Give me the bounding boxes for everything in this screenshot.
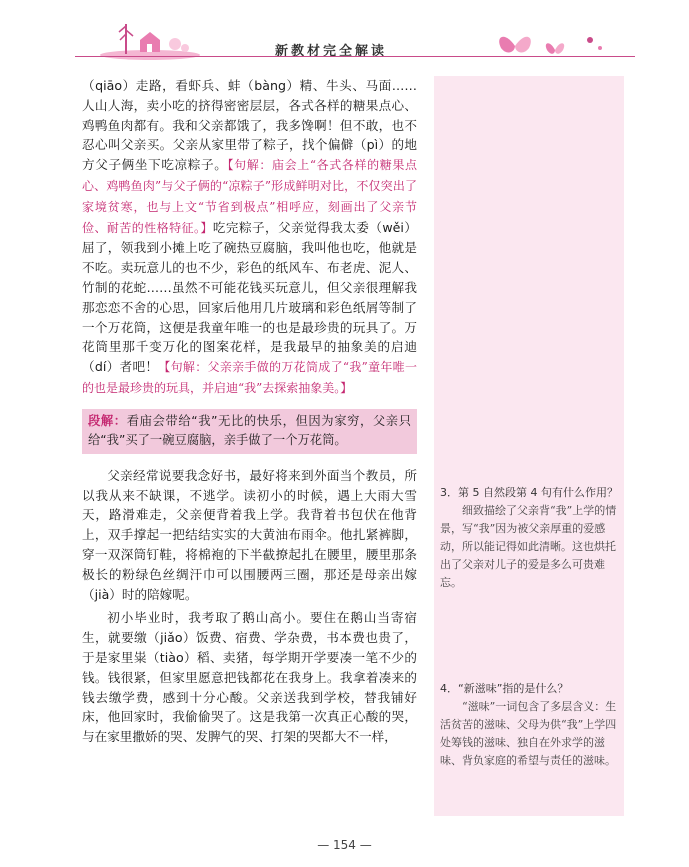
page-header <box>75 20 635 68</box>
main-text-column <box>82 76 417 747</box>
paragraph-summary-label: 段解： <box>88 413 127 428</box>
question-text: 4．“新滋味”指的是什么？ <box>440 682 569 695</box>
body-paragraph: 初小毕业时，我考取了鹅山高小。要住在鹅山当寄宿生，就要缴（jiǎo）饭费、宿费、学杂费，书本费也贵了，于是家里粜（tiào）稻、卖猪，每学期开学要凑一笔不少的钱。钱很紧，但家里愿意把钱都花在我身上。我拿着凑来的钱去缴学费，感到十分心酸。父亲送我到学校，替我铺好床，他回家时，我偷偷哭了。这是我第一次真正心酸的哭，与在家里撒娇的哭、发脾气的哭、打架的哭都大不一样， <box>82 610 417 745</box>
paragraph-summary-text: 看庙会带给“我”无比的快乐，但因为家穷，父亲只给“我”买了一碗豆腐脑，亲手做了一个万花筒。 <box>88 413 411 448</box>
body-paragraph: 父亲经常说要我念好书，最好将来到外面当个教员，所以我从来不缺课，不逃学。读初小的时候，遇上大雨大雪天，路滑难走，父亲便背着我上学。我背着书包伏在他背上，双手撑起一把结结实实的大黄油布雨伞。他扎紧裤脚，穿一双深筒钉鞋，将棉袍的下半截撩起扎在腰里，腰里那条极长的粉绿色丝绸汗巾可以围腰两三圈，那还是母亲出嫁（jià）时的陪嫁呢。 <box>82 467 417 602</box>
question-text: 3．第 5 自然段第 4 句有什么作用？ <box>440 486 618 499</box>
body-paragraph: （qiāo）走路，看虾兵、蚌（bàng）精、牛头、马面……人山人海，卖小吃的挤得密密层层，各式各样的糖果点心、鸡鸭鱼肉都有。我和父亲都饿了，我多馋啊！但不敢，也不忍心叫父亲买。父亲从家里带了粽子，找个偏僻（pì）的地方父子俩坐下吃凉粽子。【句解：庙会上“各式各样的糖果点心、鸡鸭鱼肉”与父子俩的“凉粽子”形成鲜明对比，不仅突出了家境贫寒，也与上文“节省到极点”相呼应，刻画出了父亲节俭、耐苦的性格特征。】吃完粽子，父亲觉得我太委（wěi）屈了，领我到小摊上吃了碗热豆腐脑，我叫他也吃，他就是不吃。卖玩意儿的也不少，彩色的纸风车、布老虎、泥人、竹制的花蛇……虽然不可能花钱买玩意儿，但父亲很理解我那恋恋不舍的心思，回家后他用几片玻璃和彩色纸屑等制了一个万花筒，这便是我童年唯一的也是最珍贵的玩具了。万花筒里那千变万化的图案花样，是我最早的抽象美的启迪（dí）者吧！【句解：父亲亲手做的万花筒成了“我”童年唯一的也是最珍贵的玩具，并启迪“我”去探索抽象美。】 <box>82 78 418 395</box>
house-tree-decoration-icon <box>95 22 205 60</box>
side-question-3 <box>440 484 618 592</box>
sentence-annotation: 【句解：父亲亲手做的万花筒成了“我”童年唯一的也是最珍贵的玩具，并启迪“我”去探索抽象美。】 <box>82 360 417 395</box>
page-number: — 154 — <box>317 838 372 852</box>
paragraph-summary-box <box>82 409 417 454</box>
header-rule <box>75 56 635 57</box>
answer-text: 细致描绘了父亲背“我”上学的情景，写“我”因为被父亲厚重的爱感动，所以能记得如此清晰。这也烘托出了父亲对儿子的爱是多么可贵难忘。 <box>440 504 617 589</box>
sentence-annotation: 【句解：庙会上“各式各样的糖果点心、鸡鸭鱼肉”与父子俩的“凉粽子”形成鲜明对比，不仅突出了家境贫寒，也与上文“节省到极点”相呼应，刻画出了父亲节俭、耐苦的性格特征。】 <box>82 158 418 235</box>
answer-text: “滋味”一词包含了多层含义：生活贫苦的滋味、父母为供“我”上学四处筹钱的滋味、独自在外求学的滋味、背负家庭的希望与责任的滋味。 <box>440 700 617 767</box>
page-header-title: 新教材完全解读 <box>275 44 388 59</box>
side-question-4 <box>440 680 618 770</box>
butterfly-decoration-icon <box>495 26 615 60</box>
